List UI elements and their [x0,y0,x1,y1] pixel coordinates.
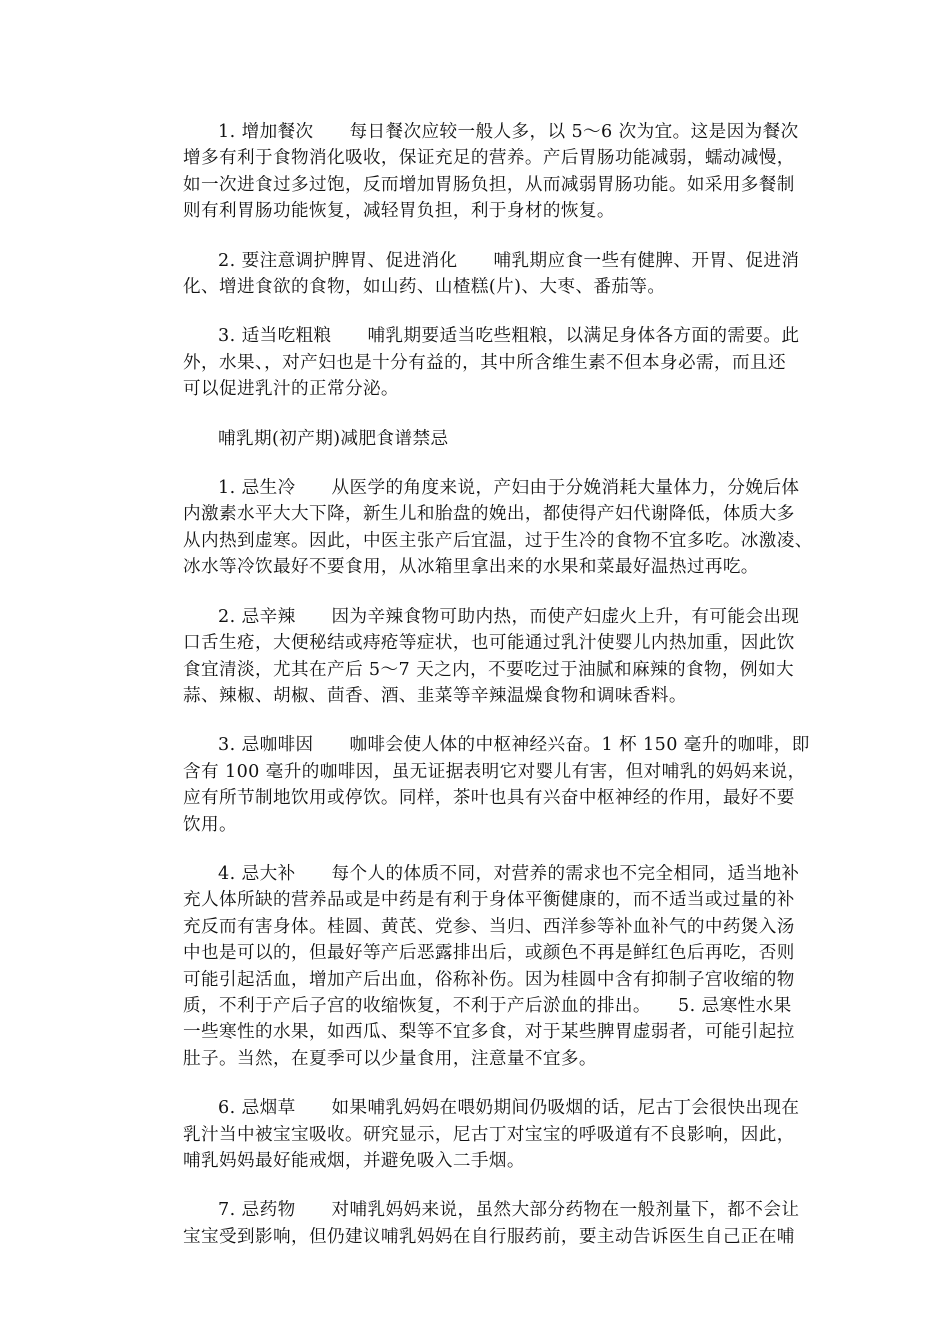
text-line: 肚子。当然，在夏季可以少量食用，注意量不宜多。 [183,1048,597,1069]
paragraph-spleen-stomach [148,248,802,301]
section-heading [148,426,802,452]
text-line: 7. 忌药物 对哺乳妈妈来说，虽然大部分药物在一般剂量下，都不会让 [218,1200,800,1221]
text-line: 2. 忌辛辣 因为辛辣食物可助内热，而使产妇虚火上升，有可能会出现 [218,606,800,627]
text-line: 内激素水平大大下降，新生儿和胎盘的娩出，都使得产妇代谢降低，体质大多 [183,504,795,525]
text-line: 宝宝受到影响，但仍建议哺乳妈妈在自行服药前，要主动告诉医生自己正在哺 [183,1226,795,1247]
text-line: 中也是可以的，但最好等产后恶露排出后，或颜色不再是鲜红色后再吃，否则 [183,943,795,964]
text-line: 冰水等冷饮最好不要食用，从冰箱里拿出来的水果和菜最好温热过再吃。 [183,557,759,578]
text-line: 化、增进食欲的食物，如山药、山楂糕(片)、大枣、番茄等。 [183,277,666,298]
text-line: 充反而有害身体。桂圆、黄芪、党参、当归、西洋参等补血补气的中药煲入汤 [183,916,795,937]
text-line: 可以促进乳汁的正常分泌。 [183,379,399,400]
paragraph-coarse-grains [148,323,802,402]
text-line: 饮用。 [183,814,237,835]
text-line: 哺乳妈妈最好能戒烟，并避免吸入二手烟。 [183,1151,525,1171]
text-line: 外，水果、，对产妇也是十分有益的，其中所含维生素不但本身必需，而且还 [183,352,786,373]
text-line: 增多有利于食物消化吸收，保证充足的营养。产后胃肠功能减弱，蠕动减慢， [183,148,795,169]
text-line: 一些寒性的水果，如西瓜、梨等不宜多食，对于某些脾胃虚弱者，可能引起拉 [183,1022,795,1043]
text-line: 蒜、辣椒、胡椒、茴香、酒、韭菜等辛辣温燥食物和调味香料。 [183,685,687,706]
text-line: 6. 忌烟草 如果哺乳妈妈在喂奶期间仍吸烟的话，尼古丁会很快出现在 [218,1098,800,1119]
text-line: 质，不利于产后子宫的收缩恢复，不利于产后淤血的排出。 5. 忌寒性水果 [183,995,792,1016]
text-line: 1. 忌生冷 从医学的角度来说，产妇由于分娩消耗大量体力，分娩后体 [218,478,800,499]
paragraph-avoid-tobacco [148,1095,802,1174]
paragraph-avoid-medication [148,1197,802,1250]
section-heading-text: 哺乳期(初产期)减肥食谱禁忌 [218,428,449,449]
text-line: 则有利胃肠功能恢复，减轻胃负担，利于身材的恢复。 [183,201,615,222]
paragraph-avoid-caffeine [148,732,810,838]
text-line: 2. 要注意调护脾胃、促进消化 哺乳期应食一些有健脾、开胃、促进消 [218,250,800,271]
text-line: 口舌生疮，大便秘结或痔疮等症状，也可能通过乳汁使婴儿内热加重，因此饮 [183,633,795,654]
text-line: 3. 忌咖啡因 咖啡会使人体的中枢神经兴奋。1 杯 150 毫升的咖啡，即 [218,735,810,756]
text-line: 含有 100 毫升的咖啡因，虽无证据表明它对婴儿有害，但对哺乳的妈妈来说， [183,761,806,782]
paragraph-avoid-spicy [148,604,802,710]
text-line: 从内热到虚寒。因此，中医主张产后宜温，过于生冷的食物不宜多吃。冰激凌、 [183,530,813,551]
text-line: 充人体所缺的营养品或是中药是有利于身体平衡健康的，而不适当或过量的补 [183,890,795,911]
text-line: 应有所节制地饮用或停饮。同样，茶叶也具有兴奋中枢神经的作用，最好不要 [183,788,795,809]
paragraph-increase-meals [148,119,802,225]
text-line: 1. 增加餐次 每日餐次应较一般人多，以 5～6 次为宜。这是因为餐次 [218,122,799,142]
text-line: 如一次进食过多过饱，反而增加胃肠负担，从而减弱胃肠功能。如采用多餐制 [183,174,795,195]
text-line: 乳汁当中被宝宝吸收。研究显示，尼古丁对宝宝的呼吸道有不良影响，因此， [183,1124,795,1145]
text-line: 4. 忌大补 每个人的体质不同，对营养的需求也不完全相同，适当地补 [218,863,800,884]
paragraph-avoid-tonics [148,861,802,1072]
text-line: 食宜清淡，尤其在产后 5～7 天之内，不要吃过于油腻和麻辣的食物，例如大 [183,659,794,680]
document-body [148,119,813,1273]
text-line: 3. 适当吃粗粮 哺乳期要适当吃些粗粮，以满足身体各方面的需要。此 [218,326,800,347]
paragraph-avoid-cold [148,475,813,581]
text-line: 可能引起活血，增加产后出血，俗称补伤。因为桂圆中含有抑制子宫收缩的物 [183,969,795,990]
